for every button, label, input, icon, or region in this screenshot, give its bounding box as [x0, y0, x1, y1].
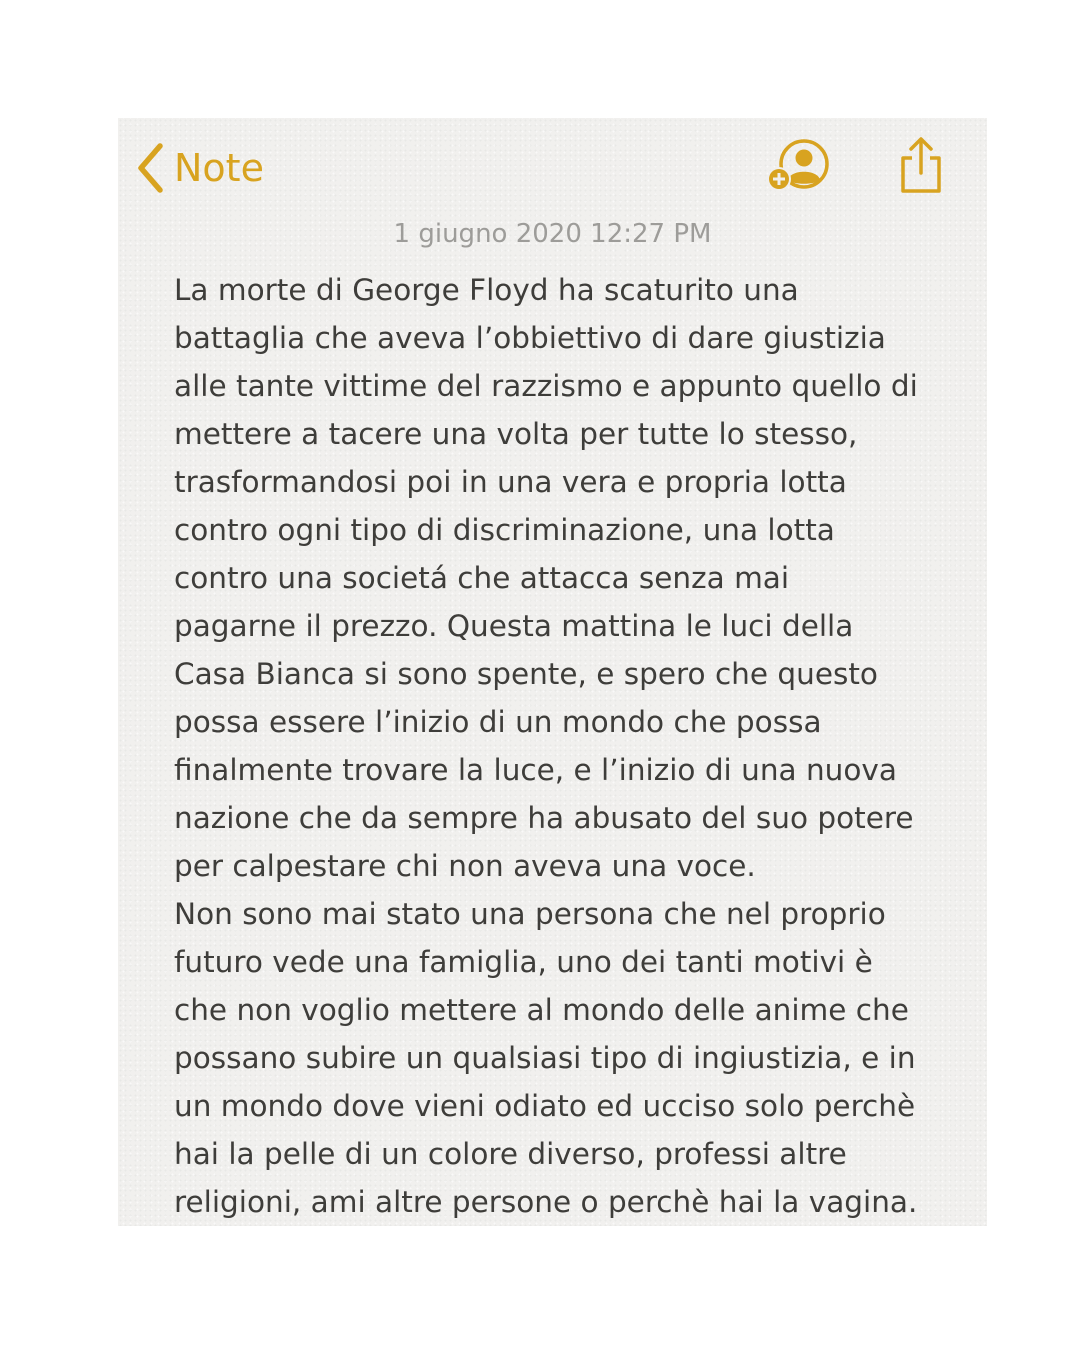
- note-body-text[interactable]: La morte di George Floyd ha scaturito una battaglia che aveva l’obbiettivo di dare giustizia alle tante vittime del razzismo e appunto quello di mettere a tacere una volta per tutte lo stesso, trasformandosi poi in una vera e propria lotta contro ogni tipo di discriminazione, una lotta contro una societá che attacca senza mai pagarne il prezzo. Questa mattina le luci della Casa Bianca si sono spente, e spero che questo possa essere l’inizio di un mondo che possa finalmente trovare la luce, e l’inizio di una nuova nazione che da sempre ha abusato del suo potere per calpestare chi non aveva una voce. Non sono mai stato una persona che nel proprio futuro vede una famiglia, uno dei tanti motivi è che non voglio mettere al mondo delle anime che possano subire un qualsiasi tipo di ingiustizia, e in un mondo dove vieni odiato ed ucciso solo perchè hai la pelle di un colore diverso, professi altre religioni, ami altre persone o perchè hai la vagina.: [174, 273, 918, 1219]
- share-button[interactable]: [896, 136, 946, 196]
- chevron-left-icon: [136, 143, 164, 193]
- add-people-button[interactable]: [766, 138, 832, 194]
- share-icon: [896, 136, 946, 196]
- note-screen: [118, 118, 987, 1226]
- note-date: 1 giugno 2020 12:27 PM: [393, 219, 712, 249]
- back-label: Note: [174, 146, 264, 190]
- back-button[interactable]: [136, 140, 264, 196]
- add-person-icon: [766, 138, 832, 194]
